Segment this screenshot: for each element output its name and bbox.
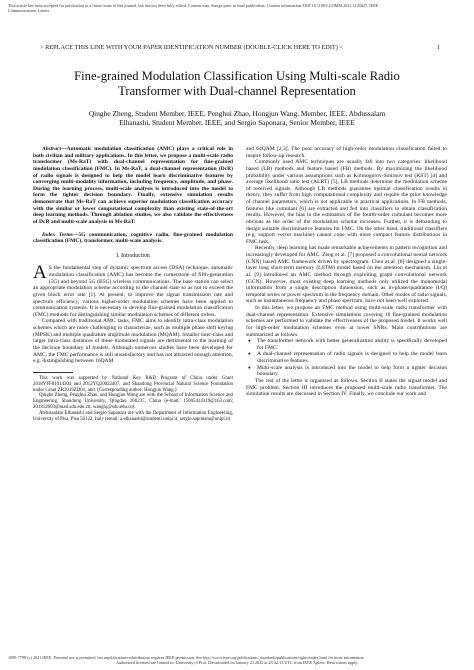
left-column <box>33 146 233 423</box>
copyright-notice: 1089-7798 (c) 2021 IEEE. Personal use is permitted, but republication/redistribution requires IEEE permission. See http://www.ieee.org/publications_standards/publications/rights/index.html for more information. <box>8 655 365 660</box>
page-number: 1 <box>436 44 440 51</box>
body-paragraph-1: and 64QAM [2,3]. The poor accuracy of high-order modulation classification failed to inspire follow-up research. <box>246 146 447 159</box>
footnote-divider <box>33 372 73 373</box>
footnote-affiliation-1: Qinghe Zheng, Penghui Zhao, and Hongjun Wang are with the School of Information Science and Engineering, Shandong University, Qingdao 266237, China (e-mail: 15005414319@163.com; 201812603@mail.sdu.edu.cn; wanghj@sdu.edu.cn). <box>33 393 233 411</box>
abstract <box>33 146 233 226</box>
index-terms-text: —5G communication, cognitive radio, fine-grained modulation classification (FMC), transformer, multi-scale analysis. <box>33 231 233 245</box>
right-column <box>246 146 447 398</box>
header-identification: > REPLACE THIS LINE WITH YOUR PAPER IDENTIFICATION NUMBER (DOUBLE-CLICK HERE TO EDIT) < <box>40 44 343 51</box>
journal-notice <box>8 3 466 13</box>
journal-notice-line1: This article has been accepted for publication in a future issue of this journal, but has not been fully edited. Content may change prior to final publication. Citation information: DOI 10.1109/LCOMM.2022.3145647, IEEE <box>8 3 379 8</box>
index-terms-label: Index Terms <box>42 231 73 238</box>
abstract-text: —Automatic modulation classification (AMC) plays a critical role in both civilian and military applications. In this letter, we propose a multi-scale radio transformer (Ms-RaT) with dual-channel representation for fine-grained modulation classification (FMC). In Ms-RaT, a dual-channel representation (DcR) of radio signals is designed to help the model learn discriminative features by converging multi-modality information, including frequency, amplitude, and phase. During the learning process, multi-scale analysis is introduced into the model to form the tighter decision boundary. Finally, extensive simulation results demonstrate that Ms-RaT can achieve superior modulation classification accuracy with the similar or lower computational complexity than existing state-of-the-art deep learning methods. Through ablation studies, we also validate the effectiveness of DcR and multi-scale analysis in Ms-RaT. <box>33 146 233 225</box>
title-line-2: Transformer with Dual-channel Representation <box>118 84 356 98</box>
abstract-label: Abstract <box>42 146 62 152</box>
journal-notice-line2: Communications Letters <box>8 8 50 13</box>
list-item: ● Multi-scale analysis is introduced into the model to help form a tighter decision boundary. <box>257 365 447 378</box>
paper-title <box>30 69 444 99</box>
section-heading-introduction: I. Introduction <box>116 252 150 259</box>
body-paragraph-3: Recently, deep learning has made remarkable achievements in pattern recognition and increasingly developed for AMC. Zeng et al. [7] proposed a convolutional neural network (CNN) based AMC framework driven by spectrogram. Chen et al. [8] designed a single-layer long short-term memory (LSTM) model based on the attention mechanism. Liu et al. [9] introduced an AMC method through exploiting graph convolutional network (GCN). However, most existing deep learning methods only utilized the monomodal information from a single description dimension, such as in-phase/quadrature (I/Q) temporal series or power spectrum in the frequency domain. Other modes of radio signals, such as instantaneous frequency and phase spectrum, have not been well explored. <box>246 245 447 305</box>
body-paragraph-2: Commonly used AMC techniques are usually fall into two categories: likelihood based (LB) methods and feature based (FB) methods. By maximizing the likelihood probability under various assumptions such as Kolmogorov-Smirnov test (KST) [4] and average likelihood ratio test (ALRT) [5], LB methods determine the modulation scheme of received signals. Although LB methods guarantee optimal classification results in theory, they suffer from high computational complexity and require the prior knowledge of channel parameters, which is not applicable in practical applications. In FB methods, features like cumulant [6] are extracted and fed into classifiers to obtain classification results. However, the bias in the estimation of the fourth-order cumulant becomes more obvious as the order of the modulation scheme increases. Further, it is demanding to design suitable discriminative features for FMC. On the other hand, traditional classifiers (e.g. support vector machine) cannot cope with more compact feature distributions in FMC task. <box>246 159 447 245</box>
intro-paragraph-2: Compared with traditional AMC tasks, FMC aims to identify intra-class modulation schemes which are more challenging to characterize, such as multiple phase shift keying (MPSK) and multiple quadrature amplitude modulation (MQAM). Smaller inter-class and larger intra-class distances of these modulated signals are detrimental to the learning of the decision boundary of models. Although numerous studies have been developed for AMC, the FMC performance is still unsatisfactory and has not attracted enough attention, e.g. distinguishing between 16QAM <box>33 318 233 365</box>
intro-paragraph-1-text: S the fundamental step of dynamic spectrum access (DSA) technique, automatic modulation classification (AMC) has become the cornerstone of fifth-generation (5G) and beyond 5G (B5G) wireless communications. The base station can select an appropriate modulation scheme according to the channel state so as not to exceed the given block error rate [1]. At present, to improve the signal transmission rate and spectrum efficiency, various higher-order modulation schemes have been applied to communication systems. It is necessary to develop fine-grained modulation classification (FMC) methods for distinguishing similar modulation schemes of different orders. <box>33 265 233 318</box>
title-line-1: Fine-grained Modulation Classification Using Multi-scale Radio <box>74 69 400 83</box>
authors-line-2: Elhanashi, Student Member, IEEE, and Sergio Saponara, Senior Member, IEEE <box>119 118 355 127</box>
footnote-funding: This work was supported by National Key R&D Program of China under Grant 2018YFF01014304 and 2012YQ20022407, and Shandong Provincial Natural Science Foundation under Grant ZR2019ZD01, and. (Corresponding author: Hongjun Wang.) <box>33 375 233 393</box>
page-header <box>40 44 440 51</box>
authors-line-1: Qinghe Zheng, Student Member, IEEE, Penghui Zhao, Hongjun Wang, Member, IEEE, Abdussalam <box>88 109 386 118</box>
license-notice: Authorized licensed use limited to: University of Pisa. Downloaded on January 23,2022 at 23:42:13 UTC from IEEE Xplore. Restrictions apply. <box>116 660 358 665</box>
index-terms <box>33 232 233 245</box>
body-paragraph-4: In this letter, we propose an FMC method using multi-scale radio transformer with dual-channel representation. Extensive simulations covering 16 fine-grained modulation schemes are performed to validate the effectiveness of the proposed model. It works well for high-order modulation schemes even at lower SNRs. Main contributions are summarized as follows. <box>246 305 447 338</box>
contributions-list <box>246 338 447 378</box>
footnotes <box>33 376 233 423</box>
body-paragraph-5: The rest of the letter is organized as follows. Section II states the signal model and FMC problem. Section III introduces the proposed multi-scale radio transformer. The simulation results are discussed in Section IV. Finally, we conclude our work and <box>246 377 447 398</box>
intro-paragraph-1 <box>33 262 233 318</box>
footnote-affiliation-2: Abdussalam Elhanashi and Sergio Saponara are with the Department of Information Engineering, University of Pisa, Pisa 56122, Italy (email: a.elhanashi@studenti.unipi.it; sergio.saponara@unipi.it) <box>33 411 233 423</box>
page-footer <box>8 655 466 665</box>
list-item: ● The transformer network with better generalization ability is specifically developed for FMC. <box>257 338 447 351</box>
drop-cap: A <box>33 262 47 284</box>
author-list <box>40 109 434 127</box>
list-item: ● A dual-channel representation of radio signals is designed to help the model learn discriminative features. <box>257 351 447 364</box>
